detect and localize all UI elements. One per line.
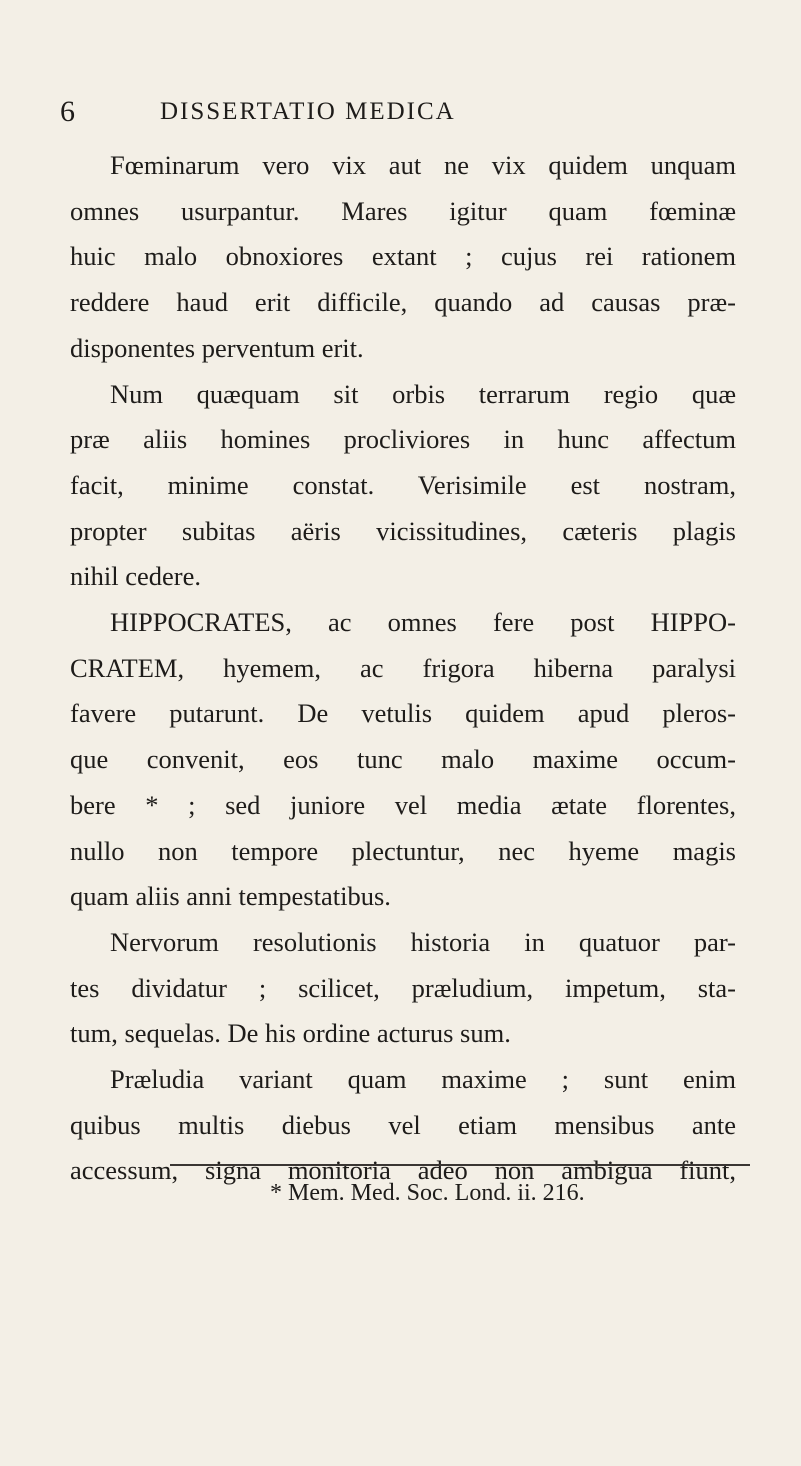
footnote-rule (170, 1164, 750, 1166)
running-title: DISSERTATIO MEDICA (160, 98, 456, 125)
text-line: CRATEM, hyemem, ac frigora hiberna paralysi (70, 652, 736, 683)
text-line: bere * ; sed juniore vel media ætate florentes, (70, 789, 736, 820)
text-line: præ aliis homines procliviores in hunc affectum (70, 424, 736, 455)
text-line: tes dividatur ; scilicet, præludium, impetum, sta- (70, 972, 736, 1003)
text-line: omnes usurpantur. Mares igitur quam fœminæ (70, 195, 736, 226)
footnote: * Mem. Med. Soc. Lond. ii. 216. (270, 1180, 585, 1206)
text-line: facit, minime constat. Verisimile est nostram, (70, 469, 736, 500)
page-header (60, 92, 741, 132)
text-line: quibus multis diebus vel etiam mensibus ante (70, 1109, 736, 1140)
text-line: nihil cedere. (70, 561, 201, 592)
text-line: Præludia variant quam maxime ; sunt enim (110, 1064, 736, 1095)
text-line: nullo non tempore plectuntur, nec hyeme magis (70, 835, 736, 866)
text-line: accessum, signa monitoria adeo non ambigua fiunt, (70, 1155, 736, 1186)
text-line: HIPPOCRATES, ac omnes fere post HIPPO- (110, 607, 736, 638)
body-text (70, 143, 736, 1194)
text-line: reddere haud erit difficile, quando ad causas præ- (70, 287, 736, 318)
page-number: 6 (60, 95, 75, 128)
text-line: quam aliis anni tempestatibus. (70, 881, 391, 912)
text-line: tum, sequelas. De his ordine acturus sum. (70, 1018, 511, 1049)
text-line: propter subitas aëris vicissitudines, cæteris plagis (70, 515, 736, 546)
text-line: que convenit, eos tunc malo maxime occum- (70, 744, 736, 775)
text-line: disponentes perventum erit. (70, 332, 364, 363)
text-line: Num quæquam sit orbis terrarum regio quæ (110, 378, 736, 409)
text-line: huic malo obnoxiores extant ; cujus rei rationem (70, 241, 736, 272)
text-line: Nervorum resolutionis historia in quatuor par- (110, 926, 736, 957)
text-line: favere putarunt. De vetulis quidem apud pleros- (70, 698, 736, 729)
text-line: Fœminarum vero vix aut ne vix quidem unquam (110, 150, 736, 180)
